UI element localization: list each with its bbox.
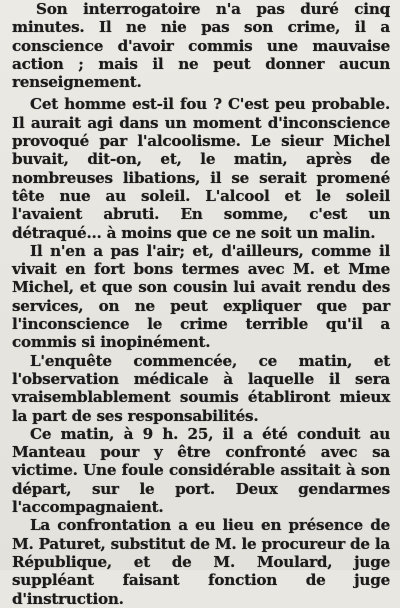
paragraph-confrontation-transfer: Ce matin, à 9 h. 25, il a été conduit au Manteau pour y être confronté avec sa victime. Une foule considérable assitait à son départ, sur le port. Deux gendarmes l'accompagnaient. [12, 424, 390, 517]
paragraph-inquiry: L'enquête commencée, ce matin, et l'observation médicale à laquelle il sera vraisemblablement soumis établiront mieux la part de ses responsabilités. [12, 351, 390, 425]
paragraph-madness: Cet homme est-il fou ? C'est peu probable. Il aurait agi dans un moment d'inconscience provoqué par l'alcoolisme. Le sieur Michel buvait, dit-on, et, le matin, après de nombreuses libations, il se serait promené tête nue au soleil. L'alcool et le soleil l'avaient abruti. En somme, c'est un détraqué... à moins que ce ne soit un malin. [12, 95, 390, 242]
paragraph-unconsciousness: Il n'en a pas l'air; et, d'ailleurs, comme il vivait en fort bons termes avec M. et Mme Michel, et que son cousin lui avait rendu des services, on ne peut expliquer que par l'inconscience le crime terrible qu'il a commis si inopinément. [12, 241, 390, 352]
article-column [12, 0, 390, 608]
paragraph-interrogation: Son interrogatoire n'a pas duré cinq minutes. Il ne nie pas son crime, il a conscience d'avoir commis une mauvaise action ; mais il ne peut donner aucun renseignement. [12, 0, 390, 92]
paragraph-confrontation-held: La confrontation a eu lieu en présence de M. Paturet, substitut de M. le procureur de la République, et de M. Moulard, juge suppléant faisant fonction de juge d'instruction. [12, 516, 390, 608]
